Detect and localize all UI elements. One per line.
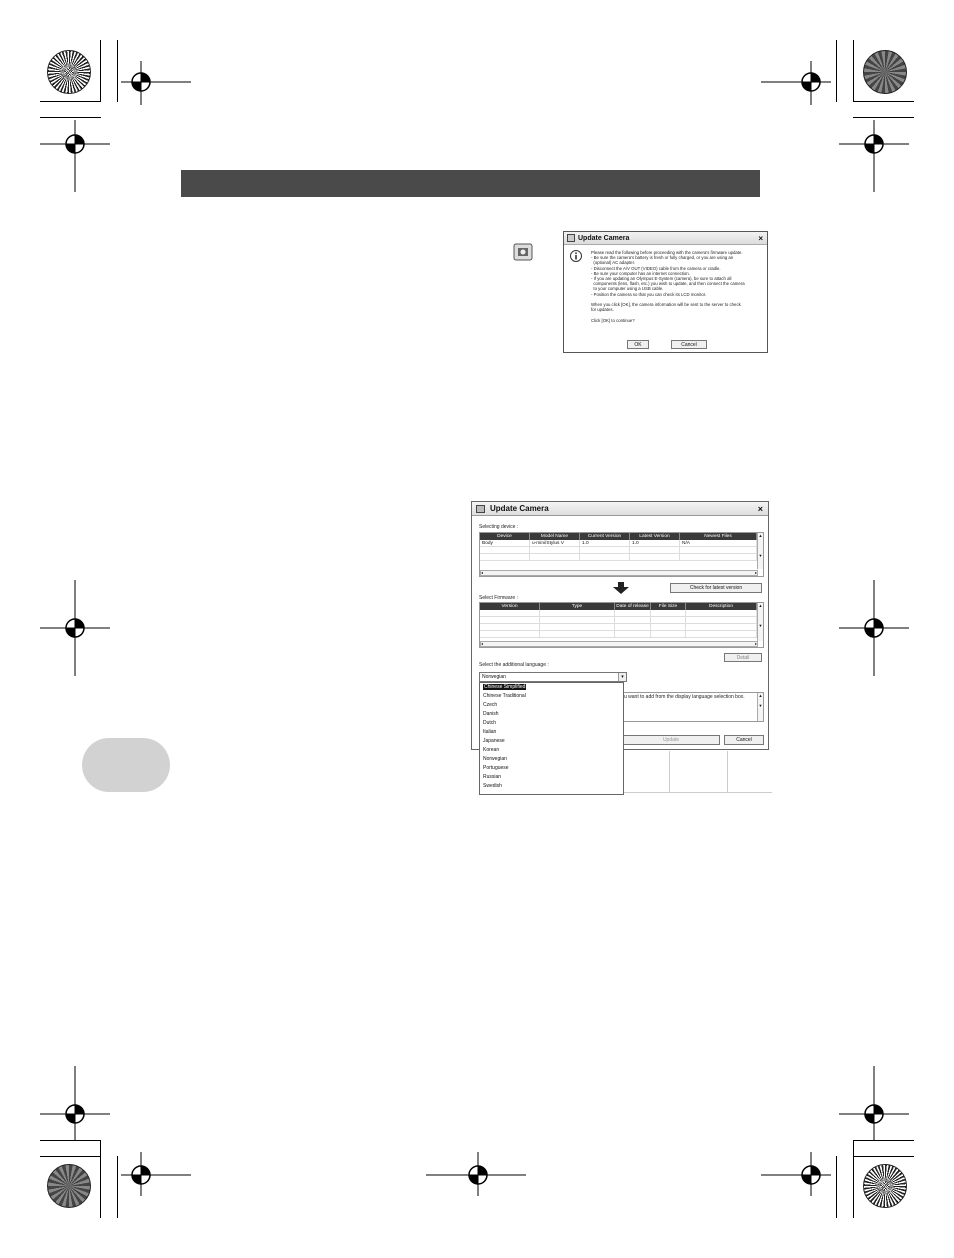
column-header[interactable]: Latest Version	[630, 533, 680, 540]
horizontal-scrollbar[interactable]: ◂ ▸	[481, 570, 757, 575]
column-header[interactable]: Newest Files	[680, 533, 757, 540]
column-header[interactable]: Model Name	[530, 533, 580, 540]
device-table[interactable]	[479, 532, 764, 577]
language-option-label: Chinese Traditional	[483, 693, 526, 699]
language-option-label: Portuguese	[483, 765, 509, 771]
table-row	[480, 631, 763, 638]
crop-mark	[836, 40, 837, 102]
registration-wheel-icon	[47, 1164, 91, 1208]
detail-button[interactable]: Detail	[724, 653, 762, 662]
firmware-table[interactable]	[479, 602, 764, 648]
crop-mark	[853, 101, 914, 102]
notice-line: for updates.	[591, 307, 614, 313]
crosshair-icon	[761, 61, 831, 105]
horizontal-scrollbar[interactable]: ◂ ▸	[481, 641, 757, 646]
app-icon	[567, 234, 575, 242]
language-option[interactable]	[480, 710, 623, 719]
language-option[interactable]	[480, 764, 623, 773]
language-option[interactable]	[480, 782, 623, 791]
language-note-box	[622, 692, 764, 722]
crosshair-icon	[121, 61, 191, 105]
notice-line: components (lens, flash, etc.) you wish to update, and then connect the camera	[591, 281, 745, 287]
table-cell: Body	[480, 540, 530, 546]
crop-mark	[40, 101, 101, 102]
chapter-tab	[82, 738, 170, 792]
language-option[interactable]	[480, 773, 623, 782]
device-table-header	[480, 533, 763, 540]
background-line	[624, 792, 772, 793]
dialog-title-bar	[564, 232, 767, 245]
notice-line: Click [OK] to continue?	[591, 317, 635, 323]
crosshair-icon	[839, 580, 909, 676]
dialog-title: Update Camera	[578, 235, 630, 242]
crop-mark	[853, 1140, 914, 1141]
language-option[interactable]	[480, 728, 623, 737]
crop-mark	[117, 1156, 118, 1218]
crop-mark	[836, 1156, 837, 1218]
language-option-label: Danish	[483, 711, 499, 717]
crosshair-icon	[839, 120, 909, 192]
language-option[interactable]	[480, 737, 623, 746]
crosshair-icon	[40, 580, 110, 676]
notice-line: - Be sure your computer has an internet connection.	[591, 270, 690, 276]
language-option-label: Swedish	[483, 783, 502, 789]
crop-mark	[40, 117, 101, 118]
selecting-device-label: Selecting device :	[479, 524, 519, 530]
language-option-label: Dutch	[483, 720, 497, 726]
language-note-text: u want to add from the display language selection box.	[624, 694, 745, 700]
background-line	[727, 751, 728, 793]
crop-mark	[853, 1156, 914, 1157]
table-row[interactable]	[480, 540, 763, 547]
crop-mark	[853, 117, 914, 118]
vertical-scrollbar[interactable]: ▲ ▼	[757, 693, 763, 721]
ok-button[interactable]: OK	[627, 340, 649, 349]
app-icon	[476, 505, 485, 513]
language-option-label: Chinese Simplified	[484, 684, 526, 690]
language-option-label: Czech	[483, 702, 498, 708]
column-header[interactable]: Date of release	[615, 603, 651, 610]
select-firmware-label: Select Firmware :	[479, 595, 518, 601]
language-dropdown-list[interactable]	[479, 682, 624, 795]
crosshair-icon	[426, 1152, 526, 1196]
column-header[interactable]: Version	[480, 603, 540, 610]
crosshair-icon	[839, 1066, 909, 1140]
language-option[interactable]	[480, 719, 623, 728]
update-camera-notice-dialog	[563, 231, 768, 353]
table-cell: 1.0	[580, 540, 630, 546]
update-button[interactable]: Update	[622, 735, 720, 745]
table-row	[480, 617, 763, 624]
language-option-label: Norwegian	[483, 756, 507, 762]
table-cell: u-mini/Stylus V	[530, 540, 580, 546]
column-header[interactable]: File Size	[651, 603, 686, 610]
notice-text	[591, 250, 765, 323]
vertical-scrollbar[interactable]: ▲ ▼	[757, 603, 763, 641]
notice-line: - If you are updating an Olympus E-System (camera), be sure to attach all	[591, 276, 732, 282]
close-icon[interactable]: ×	[757, 504, 763, 514]
language-option[interactable]	[480, 692, 623, 701]
check-latest-version-button[interactable]: Check for latest version	[670, 583, 762, 593]
vertical-scrollbar[interactable]: ▲ ▼	[757, 533, 763, 569]
table-cell: N/A	[680, 540, 757, 546]
dialog-title-bar	[472, 502, 768, 516]
chevron-down-icon[interactable]: ▾	[618, 673, 626, 681]
crop-mark	[853, 40, 854, 102]
language-select[interactable]	[479, 672, 627, 682]
notice-line: - Be sure the camera's battery is fresh or fully charged, or you are using an	[591, 255, 734, 261]
notice-line: (optional) AC adapter.	[591, 260, 635, 266]
device-table-body	[480, 540, 763, 547]
language-option-label: Korean	[483, 747, 500, 753]
info-icon	[570, 250, 582, 262]
additional-language-label: Select the additional language :	[479, 662, 549, 668]
crosshair-icon	[40, 120, 110, 192]
close-icon[interactable]: ×	[758, 234, 763, 243]
firmware-table-header	[480, 603, 763, 610]
camera-update-icon	[513, 243, 533, 261]
column-header[interactable]: Description	[686, 603, 757, 610]
language-option-label: Russian	[483, 774, 502, 780]
notice-line: - Position the camera so that you can check its LCD monitor.	[591, 291, 707, 297]
language-option-label: Japanese	[483, 738, 505, 744]
column-header[interactable]: Current Version	[580, 533, 630, 540]
registration-wheel-icon	[863, 50, 907, 94]
notice-line: When you click [OK], the camera information will be sent to the server to check	[591, 302, 741, 308]
table-row	[480, 547, 763, 554]
crop-mark	[117, 40, 118, 102]
crop-mark	[100, 40, 101, 102]
registration-wheel-icon	[47, 50, 91, 94]
language-select-value: Norwegian	[482, 674, 506, 680]
dialog-title: Update Camera	[490, 504, 549, 513]
crosshair-icon	[761, 1152, 831, 1196]
cancel-button[interactable]: Cancel	[671, 340, 707, 349]
language-option-label: Italian	[483, 729, 497, 735]
cancel-button[interactable]: Cancel	[724, 735, 764, 745]
notice-line: Please read the following before proceeding with the camera's firmware update.	[591, 250, 743, 255]
language-option[interactable]	[480, 683, 623, 692]
crosshair-icon	[40, 1066, 110, 1140]
table-cell: 1.0	[630, 540, 680, 546]
crop-mark	[100, 1140, 101, 1218]
registration-wheel-icon	[863, 1164, 907, 1208]
language-option[interactable]	[480, 701, 623, 710]
crop-mark	[40, 1140, 101, 1141]
background-line	[669, 751, 670, 793]
section-header-bar	[181, 170, 760, 197]
table-row	[480, 610, 763, 617]
notice-line: to your computer using a USB cable.	[591, 286, 664, 292]
crosshair-icon	[121, 1152, 191, 1196]
down-arrow-icon	[613, 582, 629, 594]
notice-line: - Disconnect the A/V OUT (VIDEO) cable from the camera or cradle.	[591, 265, 721, 271]
column-header[interactable]: Type	[540, 603, 615, 610]
language-option[interactable]	[480, 746, 623, 755]
crop-mark	[40, 1156, 101, 1157]
table-row	[480, 624, 763, 631]
table-row	[480, 554, 763, 561]
language-option[interactable]	[480, 755, 623, 764]
crop-mark	[853, 1140, 854, 1218]
column-header[interactable]: Device	[480, 533, 530, 540]
